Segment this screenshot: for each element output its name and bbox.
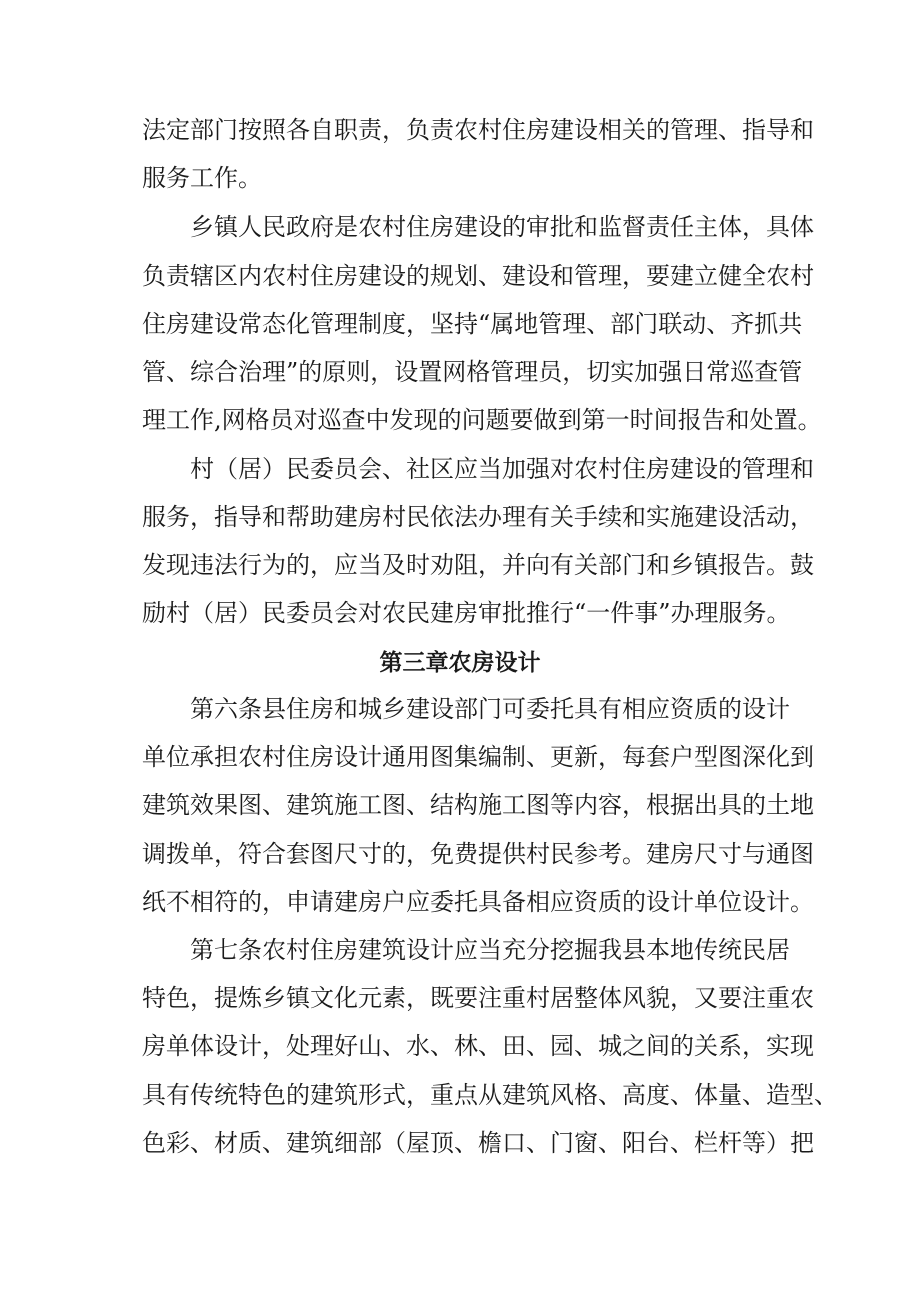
paragraph-line: 第六条县住房和城乡建设部门可委托具有相应资质的设计 bbox=[190, 695, 790, 723]
paragraph-line: 负责辖区内农村住房建设的规划、建设和管理，要建立健全农村 bbox=[142, 262, 814, 290]
paragraph-line: 服务工作。 bbox=[142, 164, 262, 192]
chapter-heading: 第三章农房设计 bbox=[379, 650, 541, 676]
paragraph-line: 法定部门按照各自职责，负责农村住房建设相关的管理、指导和 bbox=[142, 116, 814, 144]
paragraph-line: 服务，指导和帮助建房村民依法办理有关手续和实施建设活动， bbox=[142, 503, 814, 531]
paragraph-line: 励村（居）民委员会对农民建房审批推行“一件事”办理服务。 bbox=[142, 599, 791, 627]
paragraph-line: 第七条农村住房建筑设计应当充分挖掘我县本地传统民居 bbox=[190, 936, 790, 964]
paragraph-line: 具有传统特色的建筑形式，重点从建筑风格、高度、体量、造型、 bbox=[142, 1081, 838, 1109]
paragraph-line: 住房建设常态化管理制度，坚持“属地管理、部门联动、齐抓共 bbox=[142, 310, 803, 338]
paragraph-line: 村（居）民委员会、社区应当加强对农村住房建设的管理和 bbox=[190, 455, 814, 483]
paragraph-line: 发现违法行为的，应当及时劝阻，并向有关部门和乡镇报告。鼓 bbox=[142, 551, 814, 579]
paragraph-line: 乡镇人民政府是农村住房建设的审批和监督责任主体，具体 bbox=[190, 213, 814, 241]
paragraph-line: 建筑效果图、建筑施工图、结构施工图等内容，根据出具的土地 bbox=[142, 791, 814, 819]
paragraph-line: 色彩、材质、建筑细部（屋顶、檐口、门窗、阳台、栏杆等）把 bbox=[142, 1129, 814, 1157]
paragraph-line: 理工作,网格员对巡查中发现的问题要做到第一时间报告和处置。 bbox=[142, 406, 822, 434]
paragraph-line: 特色，提炼乡镇文化元素，既要注重村居整体风貌，又要注重农 bbox=[142, 984, 814, 1012]
paragraph-line: 调拨单，符合套图尺寸的，免费提供村民参考。建房尺寸与通图 bbox=[142, 840, 814, 868]
paragraph-line: 单位承担农村住房设计通用图集编制、更新，每套户型图深化到 bbox=[142, 743, 814, 771]
paragraph-line: 管、综合治理”的原则，设置网格管理员，切实加强日常巡查管 bbox=[142, 358, 803, 386]
paragraph-line: 纸不相符的，申请建房户应委托具备相应资质的设计单位设计。 bbox=[142, 888, 814, 916]
paragraph-line: 房单体设计，处理好山、水、林、田、园、城之间的关系，实现 bbox=[142, 1032, 814, 1060]
